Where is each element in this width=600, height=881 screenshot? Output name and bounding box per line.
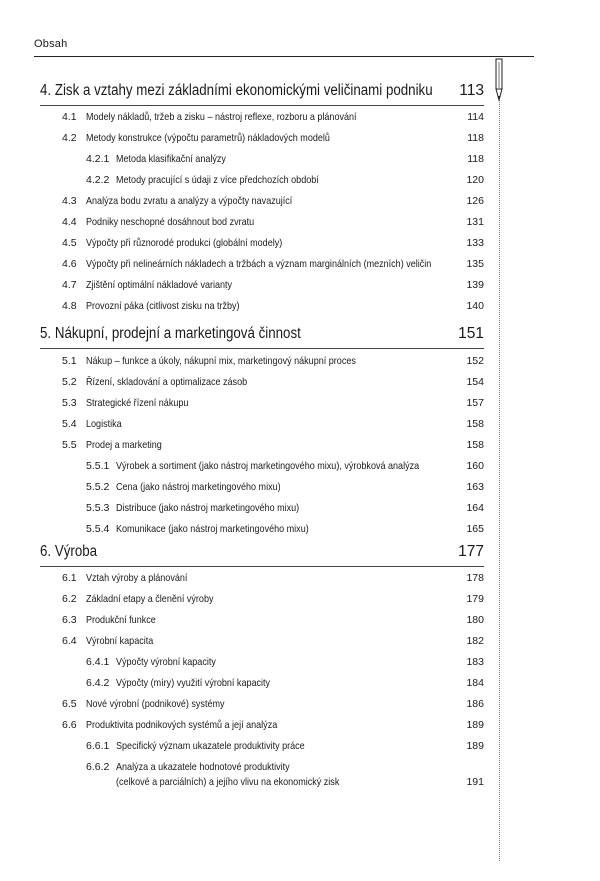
entry-number: 4.2	[62, 132, 77, 144]
toc-entry[interactable]	[62, 376, 484, 390]
entry-title: Vztah výroby a plánování	[86, 572, 188, 584]
entry-title: Nákup – funkce a úkoly, nákupní mix, marketingový nákupní proces	[86, 355, 356, 367]
entry-title: Analýza bodu zvratu a analýzy a výpočty navazující	[86, 195, 293, 207]
entry-title: Prodej a marketing	[86, 439, 162, 451]
toc-entry[interactable]	[86, 740, 484, 754]
entry-number: 4.1	[62, 111, 77, 123]
entry-title: Logistika	[86, 418, 122, 430]
entry-number: 4.3	[62, 195, 77, 207]
entry-title: Komunikace (jako nástroj marketingového mixu)	[116, 523, 309, 535]
entry-number: 5.5	[62, 439, 77, 451]
entry-page-number: 126	[466, 195, 484, 207]
entry-page-number: 163	[466, 481, 484, 493]
entry-number: 5.5.4	[86, 523, 110, 535]
chapter-page-number: 177	[458, 543, 484, 560]
toc-entry[interactable]	[62, 418, 484, 432]
entry-number: 6.6.2	[86, 761, 110, 773]
entry-number: 5.3	[62, 397, 77, 409]
entry-number: 4.4	[62, 216, 77, 228]
toc-entry[interactable]	[62, 397, 484, 411]
entry-number: 5.4	[62, 418, 77, 430]
entry-title: Výpočty při různorodé produkci (globální modely)	[86, 237, 283, 249]
chapter-title: 4. Zisk a vztahy mezi základními ekonomickými veličinami podniku	[40, 82, 433, 99]
entry-title: Cena (jako nástroj marketingového mixu)	[116, 481, 281, 493]
toc-entry[interactable]	[86, 502, 484, 516]
toc-entry[interactable]	[62, 279, 484, 293]
entry-number: 4.2.2	[86, 174, 110, 186]
running-header: Obsah	[34, 38, 68, 50]
entry-title: Metody pracující s údaji z více předchozích období	[116, 174, 319, 186]
entry-title: Metody konstrukce (výpočtu parametrů) nákladových modelů	[86, 132, 330, 144]
chapter-title: 5. Nákupní, prodejní a marketingová činnost	[40, 325, 301, 342]
toc-entry[interactable]	[86, 677, 484, 691]
entry-number: 4.6	[62, 258, 77, 270]
entry-page-number: 154	[466, 376, 484, 388]
toc-entry[interactable]	[62, 355, 484, 369]
entry-number: 4.2.1	[86, 153, 110, 165]
entry-title: Specifický význam ukazatele produktivity práce	[116, 740, 305, 752]
entry-title: Výrobek a sortiment (jako nástroj marketingového mixu), výrobková analýza	[116, 460, 420, 472]
pencil-icon	[493, 58, 505, 102]
entry-title-line2: (celkové a parciálních) a jejího vlivu na ekonomický zisk	[116, 776, 340, 788]
entry-title: Strategické řízení nákupu	[86, 397, 189, 409]
chapter-heading[interactable]	[40, 543, 484, 563]
entry-title: Provozní páka (citlivost zisku na tržby)	[86, 300, 240, 312]
toc-entry[interactable]	[86, 481, 484, 495]
toc-entry[interactable]	[62, 195, 484, 209]
entry-page-number: 184	[466, 677, 484, 689]
toc-entry[interactable]	[86, 460, 484, 474]
chapter-rule	[40, 105, 484, 106]
entry-number: 5.5.1	[86, 460, 110, 472]
entry-page-number: 186	[466, 698, 484, 710]
chapter-title: 6. Výroba	[40, 543, 98, 560]
toc-entry[interactable]	[86, 761, 484, 791]
entry-page-number: 139	[466, 279, 484, 291]
entry-page-number: 133	[466, 237, 484, 249]
entry-page-number: 189	[466, 719, 484, 731]
entry-title: Řízení, skladování a optimalizace zásob	[86, 376, 248, 388]
entry-page-number: 158	[466, 439, 484, 451]
chapter-rule	[40, 566, 484, 567]
toc-entry[interactable]	[86, 656, 484, 670]
entry-page-number: 191	[466, 776, 484, 788]
entry-page-number: 135	[466, 258, 484, 270]
entry-number: 4.7	[62, 279, 77, 291]
entry-number: 6.5	[62, 698, 77, 710]
entry-number: 6.2	[62, 593, 77, 605]
entry-title: Nové výrobní (podnikové) systémy	[86, 698, 225, 710]
entry-number: 5.5.3	[86, 502, 110, 514]
entry-title: Výpočty (míry) využití výrobní kapacity	[116, 677, 271, 689]
entry-page-number: 160	[466, 460, 484, 472]
entry-number: 5.1	[62, 355, 77, 367]
margin-dotted-rule	[499, 72, 500, 861]
entry-title: Výpočty při nelineárních nákladech a tržbách a význam marginálních (mezních) veličin	[86, 258, 432, 270]
entry-title: Výrobní kapacita	[86, 635, 154, 647]
entry-number: 6.4.2	[86, 677, 110, 689]
chapter-heading[interactable]	[40, 325, 484, 345]
toc-entry[interactable]	[62, 698, 484, 712]
toc-entry[interactable]	[62, 635, 484, 649]
toc-entry[interactable]	[62, 258, 484, 272]
entry-number: 5.2	[62, 376, 77, 388]
entry-number: 4.8	[62, 300, 77, 312]
toc-entry[interactable]	[62, 300, 484, 314]
entry-number: 6.1	[62, 572, 77, 584]
entry-page-number: 120	[466, 174, 484, 186]
entry-title: Metoda klasifikační analýzy	[116, 153, 226, 165]
toc-entry[interactable]	[62, 216, 484, 230]
toc-entry[interactable]	[86, 153, 484, 167]
entry-page-number: 182	[466, 635, 484, 647]
entry-page-number: 114	[467, 111, 484, 123]
toc-entry[interactable]	[86, 523, 484, 537]
entry-number: 4.5	[62, 237, 77, 249]
entry-number: 6.4.1	[86, 656, 110, 668]
toc-entry[interactable]	[62, 132, 484, 146]
entry-number: 6.6.1	[86, 740, 110, 752]
entry-number: 6.4	[62, 635, 77, 647]
entry-title: Modely nákladů, tržeb a zisku – nástroj reflexe, rozboru a plánování	[86, 111, 357, 123]
entry-page-number: 178	[466, 572, 484, 584]
entry-number: 6.6	[62, 719, 77, 731]
entry-page-number: 118	[467, 132, 484, 144]
entry-page-number: 157	[466, 397, 484, 409]
entry-title: Výpočty výrobní kapacity	[116, 656, 216, 668]
entry-page-number: 158	[466, 418, 484, 430]
entry-page-number: 179	[466, 593, 484, 605]
entry-page-number: 140	[466, 300, 484, 312]
toc-entry[interactable]	[62, 237, 484, 251]
toc-entry[interactable]	[86, 174, 484, 188]
entry-page-number: 152	[466, 355, 484, 367]
toc-entry[interactable]	[62, 572, 484, 586]
chapter-heading[interactable]	[40, 82, 484, 102]
entry-page-number: 131	[466, 216, 484, 228]
toc-entry[interactable]	[62, 614, 484, 628]
chapter-page-number: 113	[459, 82, 484, 99]
toc-entry[interactable]	[62, 593, 484, 607]
entry-title: Analýza a ukazatele hodnotové produktivity	[116, 761, 290, 773]
header-rule	[34, 56, 534, 57]
entry-page-number: 164	[466, 502, 484, 514]
entry-title: Distribuce (jako nástroj marketingového mixu)	[116, 502, 300, 514]
entry-title: Základní etapy a členění výroby	[86, 593, 214, 605]
entry-page-number: 189	[466, 740, 484, 752]
entry-title: Podniky neschopné dosáhnout bod zvratu	[86, 216, 255, 228]
entry-page-number: 165	[466, 523, 484, 535]
entry-number: 6.3	[62, 614, 77, 626]
chapter-page-number: 151	[458, 325, 484, 342]
toc-entry[interactable]	[62, 719, 484, 733]
entry-page-number: 180	[466, 614, 484, 626]
entry-title: Zjištění optimální nákladové varianty	[86, 279, 233, 291]
toc-entry[interactable]	[62, 111, 484, 125]
entry-number: 5.5.2	[86, 481, 110, 493]
entry-title: Produkční funkce	[86, 614, 156, 626]
chapter-rule	[40, 348, 484, 349]
entry-page-number: 118	[467, 153, 484, 165]
toc-entry[interactable]	[62, 439, 484, 453]
entry-page-number: 183	[466, 656, 484, 668]
entry-title: Produktivita podnikových systémů a její analýza	[86, 719, 278, 731]
